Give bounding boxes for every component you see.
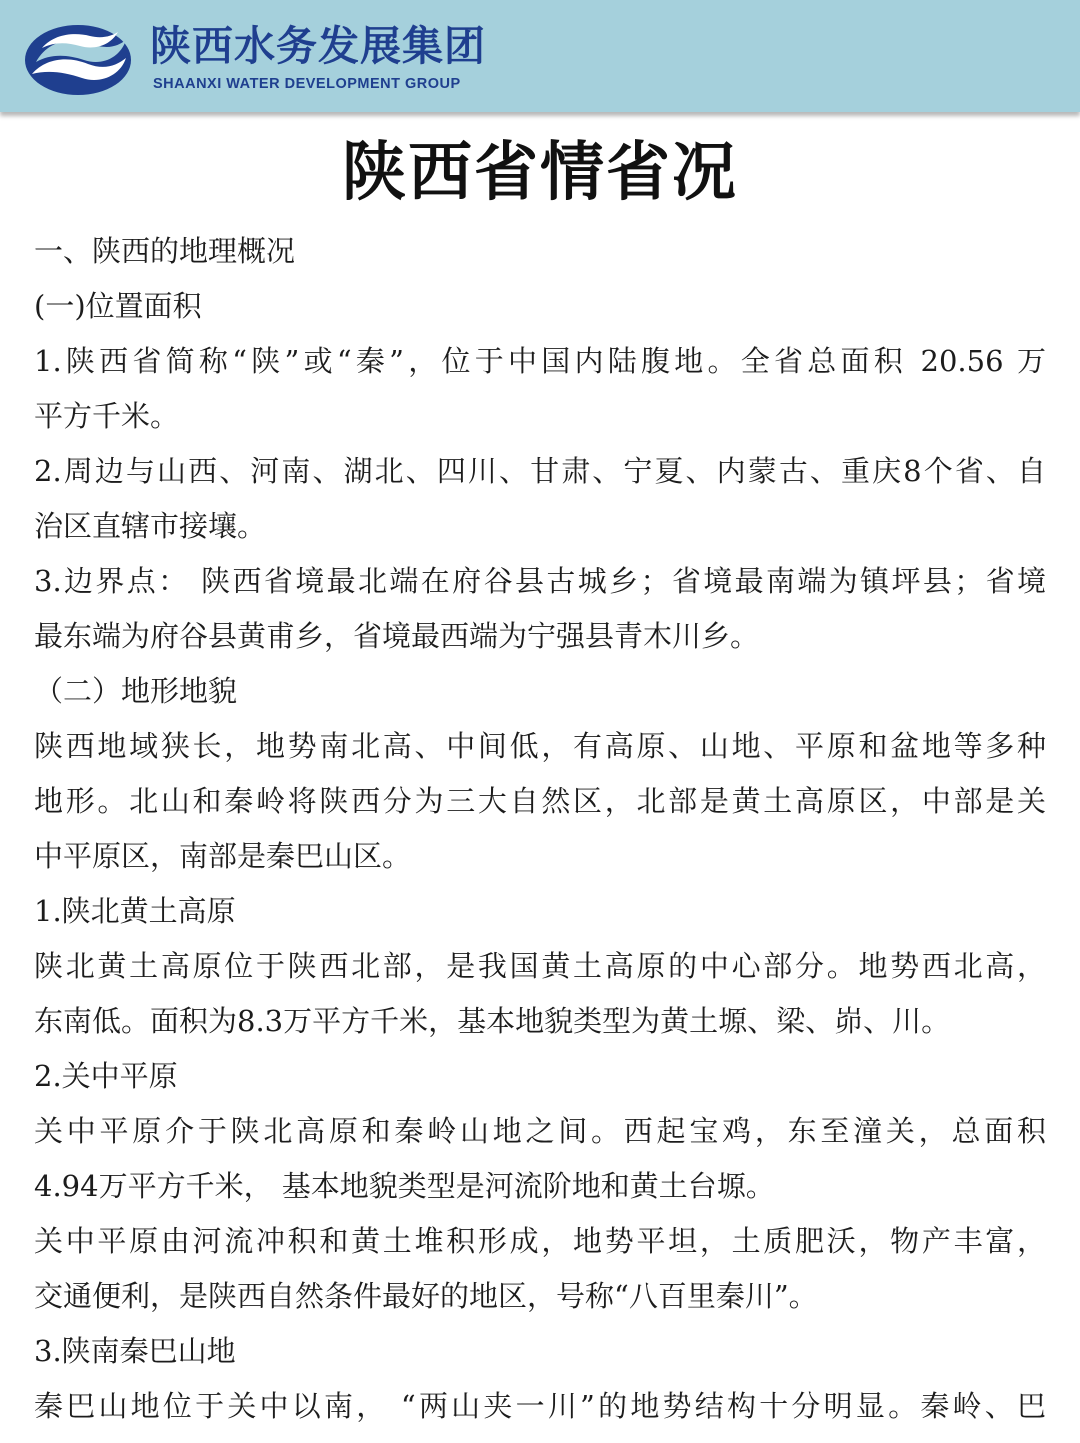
text-line: 交通便利，是陕西自然条件最好的地区，号称“八百里秦川”。 xyxy=(34,1279,818,1313)
text-line: 关中平原由河流冲积和黄土堆积形成，地势平坦，土质肥沃，物产丰富， xyxy=(34,1224,1046,1258)
text-line: 东南低。面积为8.3万平方千米，基本地貌类型为黄土塬、梁、峁、川。 xyxy=(34,1004,951,1038)
document-body xyxy=(34,224,1046,1434)
text-line: （二）地形地貌 xyxy=(34,674,238,708)
header-banner xyxy=(0,0,1080,112)
text-line: 2.关中平原 xyxy=(34,1059,178,1093)
org-name-en: SHAANXI WATER DEVELOPMENT GROUP xyxy=(153,76,461,92)
text-line: 治区直辖市接壤。 xyxy=(34,509,267,543)
text-line: 1.陕西省简称“陕”或“秦”，位于中国内陆腹地。全省总面积 20.56 万 xyxy=(34,344,1046,378)
text-line: 陕北黄土高原位于陕西北部，是我国黄土高原的中心部分。地势西北高， xyxy=(34,949,1046,983)
text-line: 一、陕西的地理概况 xyxy=(34,234,296,268)
text-line: 3.陕南秦巴山地 xyxy=(34,1334,236,1368)
org-name-cn: 陕西水务发展集团 xyxy=(150,22,486,70)
text-line: 陕西地域狭长，地势南北高、中间低，有高原、山地、平原和盆地等多种 xyxy=(34,729,1046,763)
text-line: 2.周边与山西、河南、湖北、四川、甘肃、宁夏、内蒙古、重庆8个省、自 xyxy=(34,454,1046,488)
text-line: 最东端为府谷县黄甫乡，省境最西端为宁强县青木川乡。 xyxy=(34,619,760,653)
text-line: 平方千米。 xyxy=(34,399,180,433)
text-line: 关中平原介于陕北高原和秦岭山地之间。西起宝鸡，东至潼关，总面积 xyxy=(34,1114,1046,1148)
swirl-wave-logo-icon xyxy=(22,22,134,98)
text-line: 中平原区，南部是秦巴山区。 xyxy=(34,839,412,873)
text-line: 4.94万平方千米， 基本地貌类型是河流阶地和黄土台塬。 xyxy=(34,1169,775,1203)
text-line: 3.边界点： 陕西省境最北端在府谷县古城乡；省境最南端为镇坪县；省境 xyxy=(34,564,1046,598)
page-title: 陕西省情省况 xyxy=(342,136,738,210)
text-line: 1.陕北黄土高原 xyxy=(34,894,236,928)
text-line: 秦巴山地位于关中以南， “两山夹一川”的地势结构十分明显。秦岭、巴 xyxy=(34,1389,1046,1423)
text-line: (一)位置面积 xyxy=(34,289,202,323)
text-line: 地形。北山和秦岭将陕西分为三大自然区，北部是黄土高原区，中部是关 xyxy=(34,784,1046,818)
